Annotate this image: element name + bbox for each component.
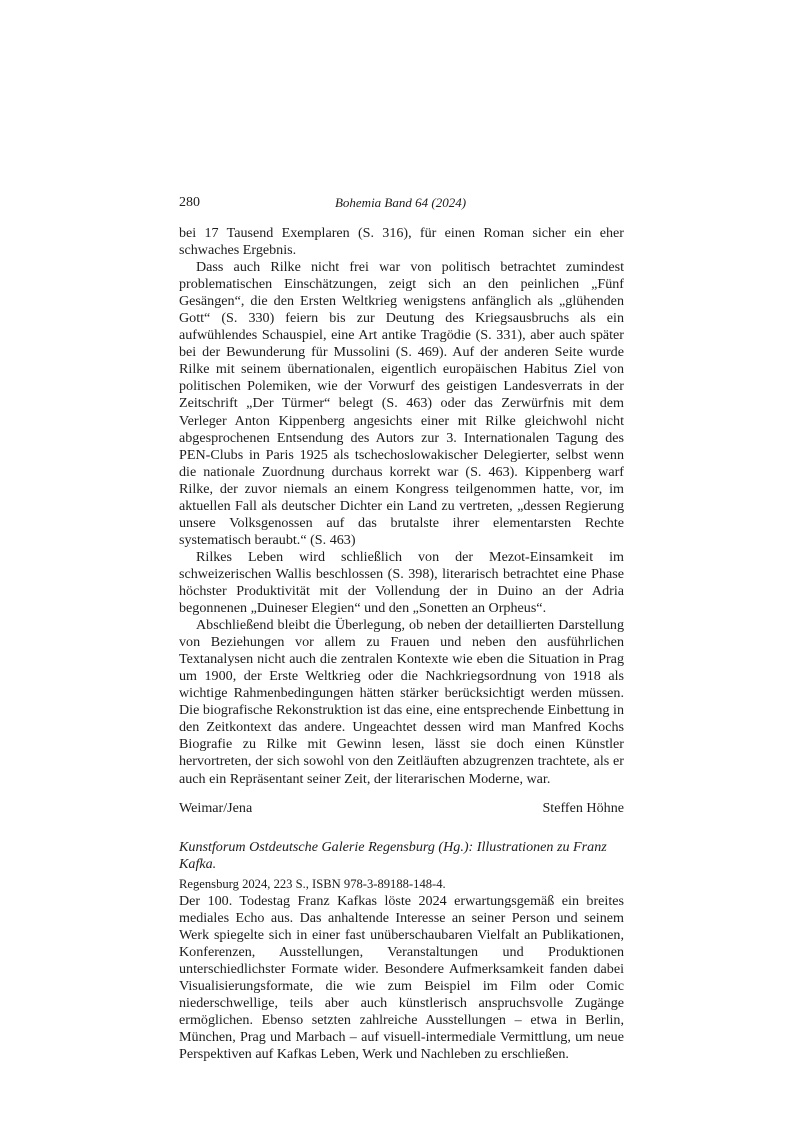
paragraph: bei 17 Tausend Exemplaren (S. 316), für einen Roman sicher ein eher schwaches Ergebnis. bbox=[179, 225, 624, 259]
review-header bbox=[179, 839, 624, 893]
signature-line bbox=[179, 800, 624, 817]
review-publication-info: Regensburg 2024, 223 S., ISBN 978-3-89188-148-4. bbox=[179, 876, 446, 891]
paragraph: Abschließend bleibt die Überlegung, ob neben der detaillierten Darstellung von Beziehungen vor allem zu Frauen und neben den ausführlichen Textanalysen nicht auch die zentralen Kontexte wie eben die Situation in Prag um 1900, der Erste Weltkrieg oder die Nachkriegsordnung von 1918 als wichtige Rahmenbedingungen hätten stärker berücksichtigt werden müssen. Die biografische Rekonstruktion ist das eine, eine entsprechende Einbettung in den Zeitkontext das andere. Ungeachtet dessen wird man Manfred Kochs Biografie zu Rilke mit Gewinn lesen, lässt sie doch einen Künstler hervortreten, der sich sowohl von den Zeitläuften abzugrenzen trachtete, als er auch ein Repräsentant seiner Zeit, der literarischen Moderne, war. bbox=[179, 617, 624, 787]
review-title: Kunstforum Ostdeutsche Galerie Regensburg (Hg.): Illustrationen zu Franz Kafka. bbox=[179, 838, 607, 872]
signature-place: Weimar/Jena bbox=[179, 799, 253, 816]
article-body bbox=[179, 225, 624, 1063]
paragraph: Rilkes Leben wird schließlich von der Mezot-Einsamkeit im schweizerischen Wallis beschlossen (S. 398), literarisch betrachtet eine Phase höchster Produktivität mit der Vollendung der in Duino an der Adria begonnenen „Duineser Elegien“ und den „Sonetten an Orpheus“. bbox=[179, 548, 624, 617]
running-title: Bohemia Band 64 (2024) bbox=[334, 195, 467, 210]
page-number: 280 bbox=[179, 195, 200, 210]
signature-author: Steffen Höhne bbox=[542, 799, 624, 816]
paragraph: Dass auch Rilke nicht frei war von politisch betrachtet zumindest problematischen Einschätzungen, zeigt sich an den peinlichen „Fünf Gesängen“, die den Ersten Weltkrieg wenigstens anfänglich als „glühenden Gott“ (S. 330) feiern bis zur Deutung des Kriegsausbruchs als ein aufwühlendes Schauspiel, eine Art antike Tragödie (S. 331), aber auch später bei der Bewunderung für Mussolini (S. 469). Auf der anderen Seite wurde Rilke mit seinem übernationalen, eigentlich europäischen Habitus Ziel von politischen Polemiken, wie der Vorwurf des geistigen Landesverrats in der Zeitschrift „Der Türmer“ belegt (S. 463) oder das Zerwürfnis mit dem Verleger Anton Kippenberg angesichts einer mit Rilke gleichwohl nicht abgesprochenen Entsendung des Autors zur 3. Internationalen Tagung des PEN-Clubs in Paris 1925 als tschechoslowakischer Delegierter, selbst wenn die nationale Zuordnung durchaus korrekt war (S. 463). Kippenberg warf Rilke, der zuvor niemals an einem Kongress teilgenommen hatte, vor, im aktuellen Fall als deutscher Dichter ein Land zu vertreten, „dessen Regierung unsere Volksgenossen auf das brutalste ihrer elementarsten Rechte systematisch beraubt.“ (S. 463) bbox=[179, 259, 624, 548]
page-header bbox=[179, 194, 622, 212]
review-paragraph: Der 100. Todestag Franz Kafkas löste 2024 erwartungsgemäß ein breites mediales Echo aus. Das anhaltende Interesse an seiner Person und seinem Werk spiegelte sich in einer fast unüberschaubaren Vielfalt an Publikationen, Konferenzen, Ausstellungen, Veranstaltungen und Produktionen unterschiedlichster Formate wider. Besondere Aufmerksamkeit fanden dabei Visualisierungsformate, die wie zum Beispiel im Film oder Comic niederschwellige, teils aber auch künstlerisch anspruchsvolle Zugänge ermöglichen. Ebenso setzten zahlreiche Ausstellungen – etwa in Berlin, München, Prag und Marbach – auf visuell-intermediale Vermittlung, um neue Perspektiven auf Kafkas Leben, Werk und Nachleben zu erschließen. bbox=[179, 892, 624, 1063]
